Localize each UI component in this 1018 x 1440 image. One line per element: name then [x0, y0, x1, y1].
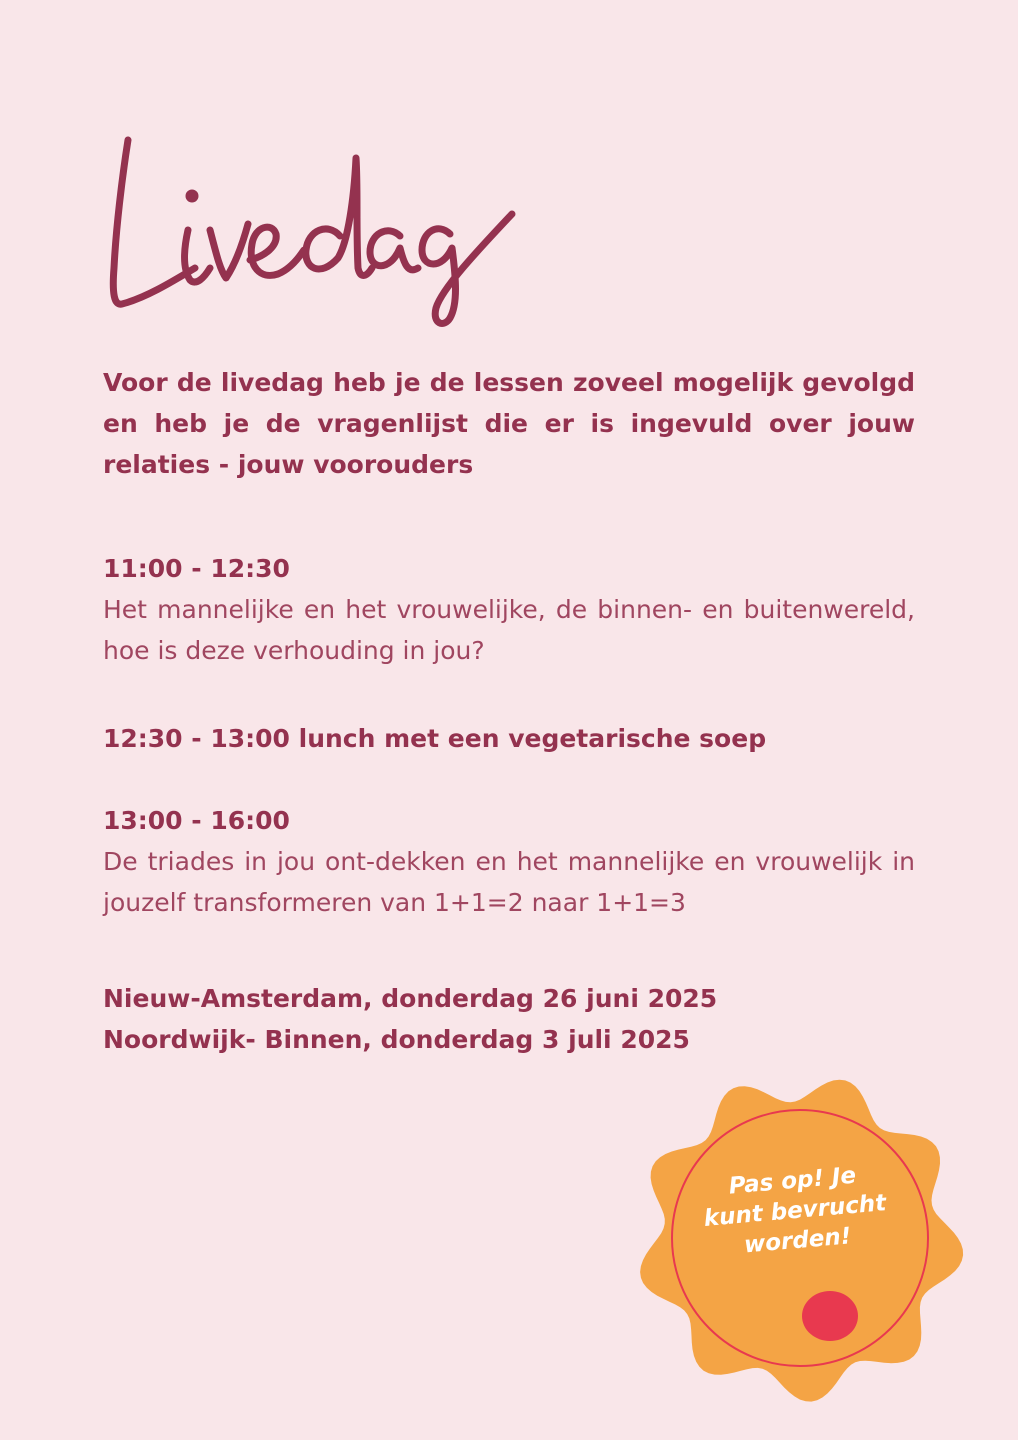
slot-2-description: De triades in jou ont-dekken en het mannelijke en vrouwelijk in jouzelf transformeren van 1+1=2 naar 1+1=3	[103, 847, 915, 917]
badge-line-2: kunt bevrucht	[702, 1190, 888, 1232]
slot-1-description: Het mannelijke en het vrouwelijke, de binnen- en buitenwereld, hoe is deze verhouding in jou?	[103, 595, 915, 665]
schedule-slot-2	[103, 800, 915, 923]
schedule-lunch	[103, 718, 915, 759]
locations	[103, 978, 915, 1060]
warning-badge	[630, 1068, 970, 1408]
page-title	[100, 118, 540, 333]
lunch-text: 12:30 - 13:00 lunch met een vegetarische soep	[103, 724, 767, 753]
badge-line-3: worden!	[743, 1223, 853, 1259]
slot-1-time: 11:00 - 12:30	[103, 554, 290, 583]
slot-2-time: 13:00 - 16:00	[103, 806, 290, 835]
badge-line-1: Pas op! Je	[727, 1162, 858, 1200]
schedule-slot-1	[103, 548, 915, 671]
location-1: Nieuw-Amsterdam, donderdag 26 juni 2025	[103, 984, 718, 1013]
badge-text	[686, 1157, 903, 1265]
badge-dot	[802, 1291, 858, 1341]
intro-text: Voor de livedag heb je de lessen zoveel mogelijk gevolgd en heb je de vragenlijst die er is ingevuld over jouw relaties - jouw voorouders	[103, 368, 915, 479]
location-2: Noordwijk- Binnen, donderdag 3 juli 2025	[103, 1025, 690, 1054]
